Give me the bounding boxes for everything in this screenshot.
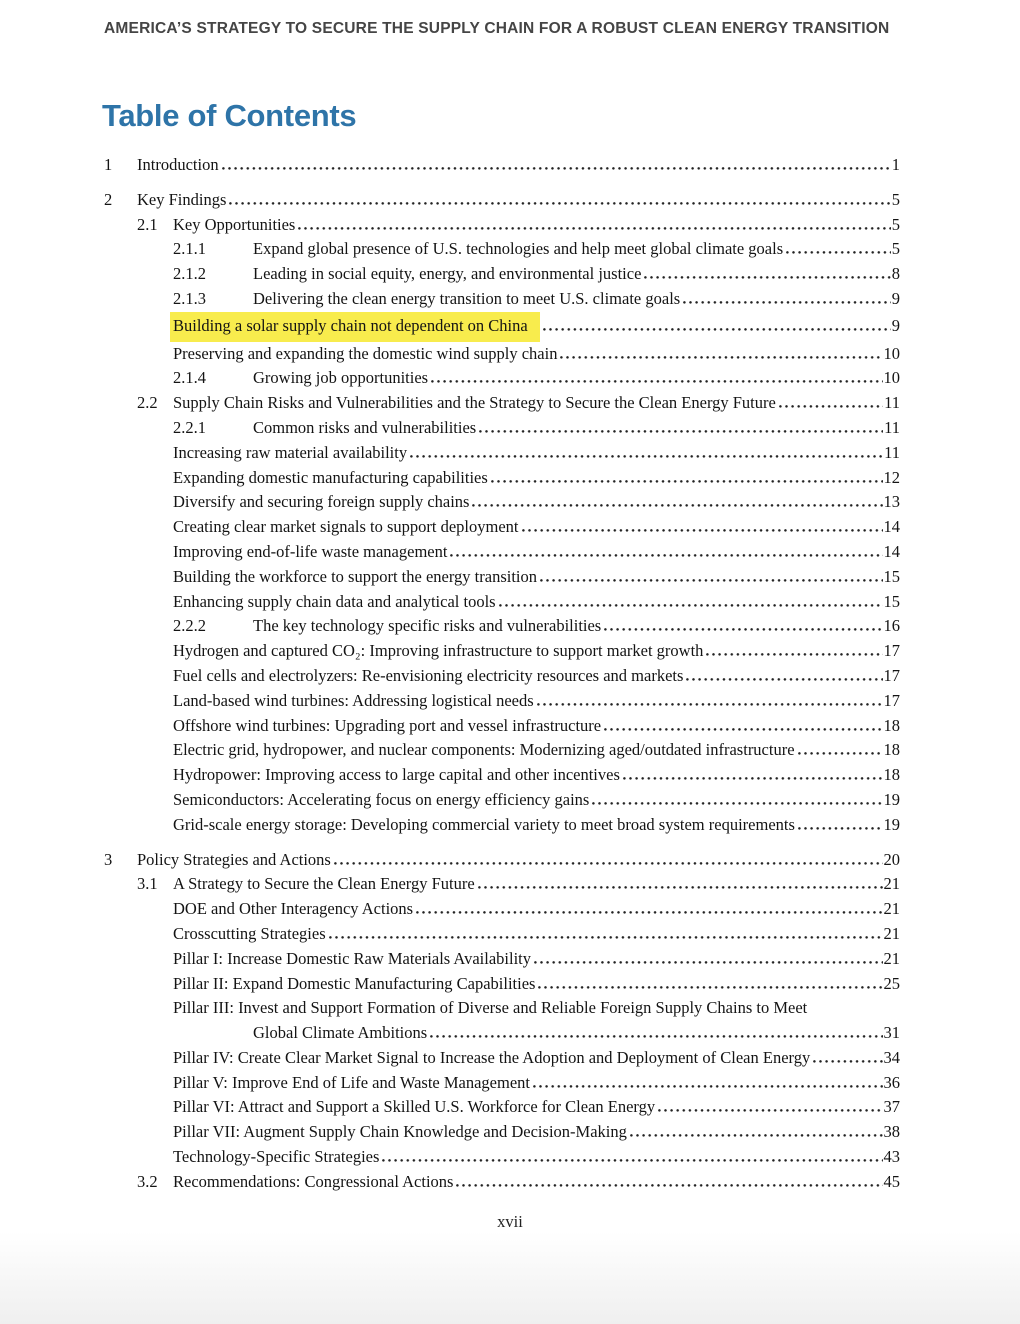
dot-leader — [478, 886, 883, 889]
toc-entry-label: Preserving and expanding the domestic wind supply chain — [173, 343, 558, 363]
dot-leader — [560, 356, 882, 359]
dot-leader — [604, 728, 882, 731]
dot-leader — [683, 301, 891, 304]
dot-leader — [416, 911, 882, 914]
toc-entry-number: 2.1.4 — [173, 368, 206, 388]
toc-entry[interactable] — [104, 1095, 900, 1120]
toc-entry-page: 14 — [883, 541, 900, 561]
toc-entry-label: Diversify and securing foreign supply chains — [173, 492, 470, 512]
toc-entry[interactable] — [104, 689, 900, 714]
toc-entry[interactable] — [104, 540, 900, 565]
toc-entry-label: Pillar I: Increase Domestic Raw Materials Availability — [173, 948, 532, 968]
toc-entry[interactable] — [104, 972, 900, 997]
dot-leader — [543, 328, 891, 331]
toc-entry-page: 1 — [891, 155, 900, 174]
toc-entry-page: 45 — [883, 1171, 900, 1191]
dot-leader — [813, 1060, 882, 1063]
toc-entry-label: Land-based wind turbines: Addressing logistical needs — [173, 690, 534, 710]
toc-entry-page: 5 — [891, 214, 900, 234]
toc-entry-page: 14 — [883, 517, 900, 537]
toc-entry-label: Semiconductors: Accelerating focus on energy efficiency gains — [173, 789, 590, 809]
toc-entry-label: Introduction — [137, 155, 219, 174]
toc-entry[interactable] — [104, 590, 900, 615]
toc-entry[interactable] — [104, 391, 900, 416]
toc-entry-page: 21 — [883, 899, 900, 919]
toc-entry[interactable] — [104, 287, 900, 312]
toc-entry-page: 5 — [891, 239, 900, 259]
toc-entry-number: 2.1.1 — [173, 239, 206, 259]
dot-leader — [298, 227, 890, 230]
dot-leader — [499, 604, 883, 607]
toc-entry-page: 12 — [883, 467, 900, 487]
toc-entry[interactable] — [104, 639, 900, 664]
toc-entry-label: Expanding domestic manufacturing capabilities — [173, 467, 488, 487]
toc-entry-label: Enhancing supply chain data and analytical tools — [173, 591, 496, 611]
toc-entry-label: Leading in social equity, energy, and environmental justice — [253, 264, 642, 284]
toc-entry-number: 3 — [104, 849, 113, 869]
toc-entry-page: 11 — [884, 393, 900, 413]
toc-entry[interactable] — [104, 366, 900, 391]
toc-entry[interactable] — [104, 897, 900, 922]
toc-entry-label: Key Opportunities — [173, 214, 296, 234]
toc-entry[interactable] — [104, 441, 900, 466]
toc-entry[interactable] — [104, 515, 900, 540]
toc-entry-label: Building the workforce to support the energy transition — [173, 566, 537, 586]
toc-entry-number: 1 — [104, 155, 113, 174]
toc-entry[interactable] — [104, 1120, 900, 1145]
dot-leader — [604, 628, 882, 631]
toc-entry-label: Hydrogen and captured CO₂: Improving infrastructure to support market growth — [173, 641, 704, 661]
toc-entry-label: Offshore wind turbines: Upgrading port and vessel infrastructure — [173, 715, 602, 735]
toc-entry-page: 18 — [883, 740, 900, 760]
toc-entry-number: 3.2 — [137, 1171, 158, 1191]
toc-entry-label: Delivering the clean energy transition to meet U.S. climate goals — [253, 288, 681, 308]
toc-entry-page: 37 — [883, 1097, 900, 1117]
dot-leader — [382, 1159, 882, 1162]
dot-leader — [456, 1184, 882, 1187]
toc-entry-page: 17 — [883, 690, 900, 710]
toc-entry-label: Fuel cells and electrolyzers: Re-envisioning electricity resources and markets — [173, 665, 684, 685]
dot-leader — [329, 936, 883, 939]
dot-leader — [540, 579, 883, 582]
toc-entry-page: 31 — [883, 1023, 900, 1043]
toc-entry[interactable] — [104, 848, 900, 873]
toc-entry-page: 34 — [883, 1047, 900, 1067]
toc-entry-label: Crosscutting Strategies — [173, 923, 326, 943]
toc-entry[interactable] — [104, 213, 900, 238]
toc-entry-page: 20 — [883, 849, 900, 869]
dot-leader — [491, 480, 883, 483]
dot-leader — [538, 986, 882, 989]
toc-entry-label: Grid-scale energy storage: Developing commercial variety to meet broad system requirements — [173, 814, 795, 834]
toc-entry-page: 25 — [883, 973, 900, 993]
toc-entry-page: 11 — [884, 417, 900, 437]
toc-entry-page: 9 — [891, 315, 900, 335]
toc-entry[interactable] — [104, 466, 900, 491]
dot-leader — [430, 1035, 882, 1038]
toc-entry-page: 15 — [883, 591, 900, 611]
toc-entry-label: Key Findings — [137, 189, 227, 209]
dot-leader — [479, 430, 883, 433]
footer-page-number: xvii — [497, 1212, 523, 1231]
toc-entry-number: 2.2 — [137, 393, 158, 413]
running-header: AMERICA’S STRATEGY TO SECURE THE SUPPLY CHAIN FOR A ROBUST CLEAN ENERGY TRANSITION — [104, 20, 890, 37]
toc-entry[interactable] — [104, 996, 900, 1021]
toc-entry-page: 13 — [883, 492, 900, 512]
dot-leader — [534, 961, 882, 964]
dot-leader — [431, 380, 882, 383]
toc-entry[interactable] — [104, 813, 900, 838]
toc-entry-label: Supply Chain Risks and Vulnerabilities and the Strategy to Secure the Clean Energy Future — [173, 393, 776, 413]
toc-entry-page: 19 — [883, 789, 900, 809]
toc-entry-label: DOE and Other Interagency Actions — [173, 899, 414, 919]
toc-entry-page: 36 — [883, 1072, 900, 1092]
toc-entry-label: Global Climate Ambitions — [253, 1023, 428, 1043]
dot-leader — [229, 202, 890, 205]
dot-leader — [450, 554, 882, 557]
toc-entry[interactable] — [104, 1046, 900, 1071]
toc-entry-label: Common risks and vulnerabilities — [253, 417, 477, 437]
toc-entry-label: Technology-Specific Strategies — [173, 1147, 380, 1167]
toc-entry-label: Pillar IV: Create Clear Market Signal to Increase the Adoption and Deployment of Clean Energy — [173, 1047, 811, 1067]
toc-entry-page: 21 — [883, 923, 900, 943]
dot-leader — [644, 276, 890, 279]
dot-leader — [334, 862, 883, 865]
toc-entry-label: Creating clear market signals to support deployment — [173, 517, 519, 537]
toc-entry-number: 2.1 — [137, 214, 158, 234]
toc-entry[interactable] — [104, 738, 900, 763]
toc-entry-number: 2.1.2 — [173, 264, 206, 284]
toc-entry[interactable] — [104, 614, 900, 639]
dot-leader — [410, 455, 883, 458]
toc-entry-label: Pillar V: Improve End of Life and Waste Management — [173, 1072, 530, 1092]
toc-entry[interactable] — [104, 714, 900, 739]
toc-entry-number: 2 — [104, 189, 113, 209]
toc-entry[interactable] — [104, 1145, 900, 1170]
toc-entry[interactable] — [104, 763, 900, 788]
toc-entry-number: 2.2.2 — [173, 616, 206, 636]
toc-entry[interactable] — [104, 153, 900, 178]
toc-entry[interactable] — [104, 1071, 900, 1096]
toc-entry-label: The key technology specific risks and vulnerabilities — [253, 616, 602, 636]
toc-entry-label: Building a solar supply chain not dependent on China — [170, 312, 540, 342]
toc-entry-page: 21 — [883, 948, 900, 968]
toc-entry[interactable] — [104, 312, 900, 342]
toc-entry-label: Improving end-of-life waste management — [173, 541, 448, 561]
toc-entry-page: 21 — [883, 874, 900, 894]
toc-entry-page: 19 — [883, 814, 900, 834]
toc-entry-page: 16 — [883, 616, 900, 636]
toc-entry-number: 2.1.3 — [173, 288, 206, 308]
toc-entry-page: 9 — [891, 288, 900, 308]
toc-entry[interactable] — [104, 922, 900, 947]
dot-leader — [798, 752, 883, 755]
toc-entry[interactable] — [104, 237, 900, 262]
toc-entry-page: 5 — [891, 189, 900, 209]
dot-leader — [686, 678, 882, 681]
dot-leader — [522, 529, 883, 532]
toc-entry[interactable] — [104, 565, 900, 590]
toc-entry[interactable] — [104, 416, 900, 441]
toc-entry-label: Policy Strategies and Actions — [137, 849, 331, 869]
table-of-contents — [104, 153, 900, 1195]
toc-entry-label: Hydropower: Improving access to large capital and other incentives — [173, 765, 620, 785]
dot-leader — [706, 653, 882, 656]
dot-leader — [658, 1109, 882, 1112]
toc-entry[interactable] — [104, 188, 900, 213]
toc-entry-label: Recommendations: Congressional Actions — [173, 1171, 454, 1191]
dot-leader — [472, 504, 882, 507]
toc-entry-page: 18 — [883, 715, 900, 735]
dot-leader — [533, 1085, 883, 1088]
toc-entry-number: 3.1 — [137, 874, 158, 894]
toc-entry[interactable] — [104, 788, 900, 813]
dot-leader — [786, 251, 891, 254]
dot-leader — [592, 802, 882, 805]
toc-entry[interactable] — [104, 872, 900, 897]
toc-entry[interactable] — [104, 947, 900, 972]
toc-entry[interactable] — [104, 490, 900, 515]
toc-entry[interactable] — [104, 262, 900, 287]
toc-entry-label: Pillar II: Expand Domestic Manufacturing Capabilities — [173, 973, 536, 993]
toc-entry-page: 8 — [891, 264, 900, 284]
toc-entry-label: Pillar VI: Attract and Support a Skilled U.S. Workforce for Clean Energy — [173, 1097, 656, 1117]
toc-entry-page: 10 — [883, 343, 900, 363]
dot-leader — [537, 703, 883, 706]
toc-entry-page: 18 — [883, 765, 900, 785]
toc-entry-page: 10 — [883, 368, 900, 388]
toc-entry-label: Expand global presence of U.S. technologies and help meet global climate goals — [253, 239, 784, 259]
dot-leader — [222, 167, 891, 170]
dot-leader — [798, 827, 883, 830]
toc-entry-label: Growing job opportunities — [253, 368, 429, 388]
dot-leader — [630, 1134, 883, 1137]
toc-entry-label: Pillar VII: Augment Supply Chain Knowledge and Decision-Making — [173, 1122, 627, 1142]
toc-entry[interactable] — [104, 342, 900, 367]
toc-entry-page: 17 — [883, 665, 900, 685]
toc-entry-page: 15 — [883, 566, 900, 586]
toc-entry-label: Pillar III: Invest and Support Formation of Diverse and Reliable Foreign Supply Chains to Meet — [173, 998, 808, 1018]
dot-leader — [779, 405, 883, 408]
toc-entry[interactable] — [104, 664, 900, 689]
toc-entry-number: 2.2.1 — [173, 417, 206, 437]
toc-entry-label: Increasing raw material availability — [173, 442, 408, 462]
toc-entry-page: 11 — [884, 442, 900, 462]
toc-entry-page: 17 — [883, 641, 900, 661]
toc-entry[interactable] — [104, 1170, 900, 1195]
toc-entry-page: 38 — [883, 1122, 900, 1142]
toc-entry-page: 43 — [883, 1147, 900, 1167]
toc-entry-continuation[interactable] — [104, 1021, 900, 1046]
page-title: Table of Contents — [102, 98, 357, 133]
dot-leader — [623, 777, 883, 780]
toc-entry-label: Electric grid, hydropower, and nuclear components: Modernizing aged/outdated infrastructure — [173, 740, 795, 760]
toc-entry-label: A Strategy to Secure the Clean Energy Future — [173, 874, 475, 894]
